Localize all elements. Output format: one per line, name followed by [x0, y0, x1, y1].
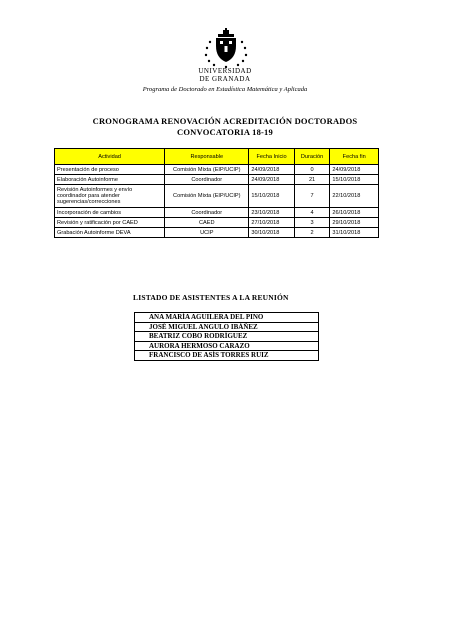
cell-actividad: Revisión Autoinformes y envío coordinador para atender sugerencias/correcciones	[55, 185, 165, 208]
cell-actividad: Incorporación de cambios	[55, 208, 165, 218]
attendee-name: ANA MARÍA AGUILERA DEL PINO	[135, 313, 319, 323]
cell-responsable: CAED	[165, 218, 249, 228]
schedule-table	[54, 148, 379, 238]
cell-fecha-inicio: 27/10/2018	[249, 218, 294, 228]
table-row	[55, 228, 379, 238]
table-row	[55, 165, 379, 175]
document-title	[0, 116, 450, 138]
cell-fecha-inicio: 23/10/2018	[249, 208, 294, 218]
cell-actividad: Revisión y ratificación por CAED	[55, 218, 165, 228]
cell-fecha-inicio: 30/10/2018	[249, 228, 294, 238]
program-name: Programa de Doctorado en Estadística Matemática y Aplicada	[142, 86, 308, 93]
cell-responsable: UCIP	[165, 228, 249, 238]
table-row	[55, 208, 379, 218]
attendee-name: FRANCISCO DE ASÍS TORRES RUIZ	[135, 351, 319, 361]
attendee-name: AURORA HERMOSO CARAZO	[135, 341, 319, 351]
title-line1: CRONOGRAMA RENOVACIÓN ACREDITACIÓN DOCTORADOS	[92, 116, 358, 126]
cell-fecha-inicio: 15/10/2018	[249, 185, 294, 208]
cell-fecha-fin: 15/10/2018	[330, 175, 379, 185]
attendee-name: JOSÉ MIGUEL ANGULO IBÁÑEZ	[135, 322, 319, 332]
attendees-table	[134, 312, 319, 361]
list-item	[135, 341, 319, 351]
university-name-line2: DE GRANADA	[199, 75, 251, 83]
university-name	[175, 67, 275, 83]
cell-fecha-fin: 22/10/2018	[330, 185, 379, 208]
cell-duracion: 21	[294, 175, 330, 185]
cell-duracion: 7	[294, 185, 330, 208]
title-line2: CONVOCATORIA 18-19	[177, 127, 273, 137]
cell-duracion: 0	[294, 165, 330, 175]
header-fecha-inicio: Fecha Inicio	[249, 149, 294, 165]
cell-actividad: Presentación de proceso	[55, 165, 165, 175]
schedule-header-row	[55, 149, 379, 165]
attendee-name: BEATRIZ COBO RODRÍGUEZ	[135, 332, 319, 342]
cell-responsable: Comisión Mixta (EIP/UCIP)	[165, 165, 249, 175]
cell-responsable: Coordinador	[165, 208, 249, 218]
cell-responsable: Coordinador	[165, 175, 249, 185]
cell-fecha-fin: 26/10/2018	[330, 208, 379, 218]
cell-actividad: Elaboración Autoinforme	[55, 175, 165, 185]
table-row	[55, 218, 379, 228]
header-fecha-fin: Fecha fin	[330, 149, 379, 165]
cell-responsable: Comisión Mixta (EIP/UCIP)	[165, 185, 249, 208]
header-actividad: Actividad	[55, 149, 165, 165]
cell-fecha-fin: 31/10/2018	[330, 228, 379, 238]
cell-fecha-fin: 29/10/2018	[330, 218, 379, 228]
list-item	[135, 351, 319, 361]
cell-fecha-inicio: 24/09/2018	[249, 175, 294, 185]
cell-duracion: 4	[294, 208, 330, 218]
university-name-line1: UNIVERSIDAD	[198, 67, 252, 75]
list-item	[135, 313, 319, 323]
cell-duracion: 2	[294, 228, 330, 238]
header-responsable: Responsable	[165, 149, 249, 165]
cell-fecha-fin: 24/09/2018	[330, 165, 379, 175]
cell-actividad: Grabación Autoinforme DEVA	[55, 228, 165, 238]
table-row	[55, 175, 379, 185]
list-item	[135, 322, 319, 332]
attendees-heading: LISTADO DE ASISTENTES A LA REUNIÓN	[133, 293, 289, 302]
cell-fecha-inicio: 24/09/2018	[249, 165, 294, 175]
cell-duracion: 3	[294, 218, 330, 228]
list-item	[135, 332, 319, 342]
table-row	[55, 185, 379, 208]
header-duracion: Duración	[294, 149, 330, 165]
